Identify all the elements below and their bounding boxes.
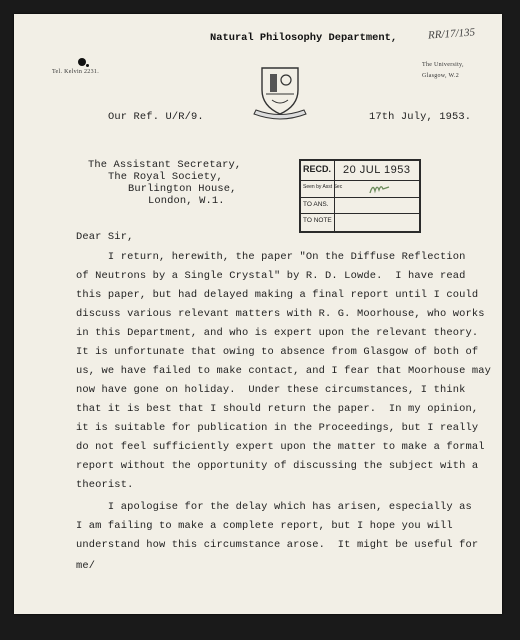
paragraph1-line-8: now have gone on holiday. Under these circumstances, I think bbox=[76, 384, 466, 396]
paragraph1-line-2: of Neutrons by a Single Crystal" by R. D. Lowde. I have read bbox=[76, 270, 466, 282]
recipient-line-4: London, W.1. bbox=[148, 195, 225, 207]
stamp-to-ans-label: TO ANS. bbox=[303, 201, 329, 208]
letterhead-address-line1: The University, bbox=[422, 62, 464, 68]
stamp-row-to-ans bbox=[301, 197, 419, 214]
paragraph1-line-5: in this Department, and who is expert upon the relevant theory. bbox=[76, 327, 479, 339]
paragraph1-line-1: I return, herewith, the paper "On the Diffuse Reflection bbox=[76, 251, 466, 263]
stamp-recd-date: 20 JUL 1953 bbox=[343, 164, 411, 176]
paragraph1-line-4: discuss various relevant matters with R. G. Moorhouse, who works bbox=[76, 308, 485, 320]
letter-date: 17th July, 1953. bbox=[369, 111, 472, 123]
stamp-recd-label: RECD. bbox=[303, 164, 332, 174]
paragraph2-line-4: me/ bbox=[76, 560, 96, 572]
letterhead-telephone: Tel. Kelvin 2231. bbox=[52, 69, 100, 75]
paragraph1-line-11: do not feel sufficiently expert upon the matter to make a formal bbox=[76, 441, 485, 453]
recipient-line-1: The Assistant Secretary, bbox=[88, 159, 242, 171]
stamp-row-recd bbox=[301, 161, 419, 181]
stamp-seen-label: Seen by Asst Sec bbox=[303, 184, 343, 190]
paragraph2-line-3: understand how this circumstance arose. It might be useful for bbox=[76, 539, 479, 551]
our-reference: Our Ref. U/R/9. bbox=[108, 111, 204, 123]
university-crest-icon bbox=[252, 64, 308, 122]
recipient-line-2: The Royal Society, bbox=[108, 171, 223, 183]
initials-signature-icon bbox=[369, 181, 391, 195]
stamp-row-seen bbox=[301, 180, 419, 198]
salutation: Dear Sir, bbox=[76, 231, 134, 243]
stamp-to-note-label: TO NOTE bbox=[303, 217, 332, 224]
letter-sheet bbox=[14, 14, 502, 614]
recipient-line-3: Burlington House, bbox=[128, 183, 237, 195]
paragraph1-line-12: report without the opportunity of discussing the subject with a bbox=[76, 460, 479, 472]
stamp-row-to-note bbox=[301, 213, 419, 229]
letterhead-department: Natural Philosophy Department, bbox=[210, 32, 398, 44]
ink-blot-small bbox=[86, 64, 89, 67]
letterhead-address-line2: Glasgow, W.2 bbox=[422, 73, 460, 79]
paragraph1-line-6: It is unfortunate that owing to absence from Glasgow of both of bbox=[76, 346, 479, 358]
paragraph2-line-2: I am failing to make a complete report, but I hope you will bbox=[76, 520, 453, 532]
ink-blot bbox=[78, 58, 86, 66]
paragraph1-line-13: theorist. bbox=[76, 479, 134, 491]
paragraph1-line-3: this paper, but had delayed making a final report until I could bbox=[76, 289, 479, 301]
paragraph1-line-7: us, we have failed to make contact, and I fear that Moorhouse may bbox=[76, 365, 492, 377]
paragraph2-line-1: I apologise for the delay which has arisen, especially as bbox=[76, 501, 472, 513]
paragraph1-line-9: that it is best that I should return the paper. In my opinion, bbox=[76, 403, 479, 415]
received-stamp bbox=[299, 159, 421, 233]
paragraph1-line-10: it is suitable for publication in the Proceedings, but I really bbox=[76, 422, 479, 434]
archive-reference: RR/17/135 bbox=[427, 26, 476, 42]
